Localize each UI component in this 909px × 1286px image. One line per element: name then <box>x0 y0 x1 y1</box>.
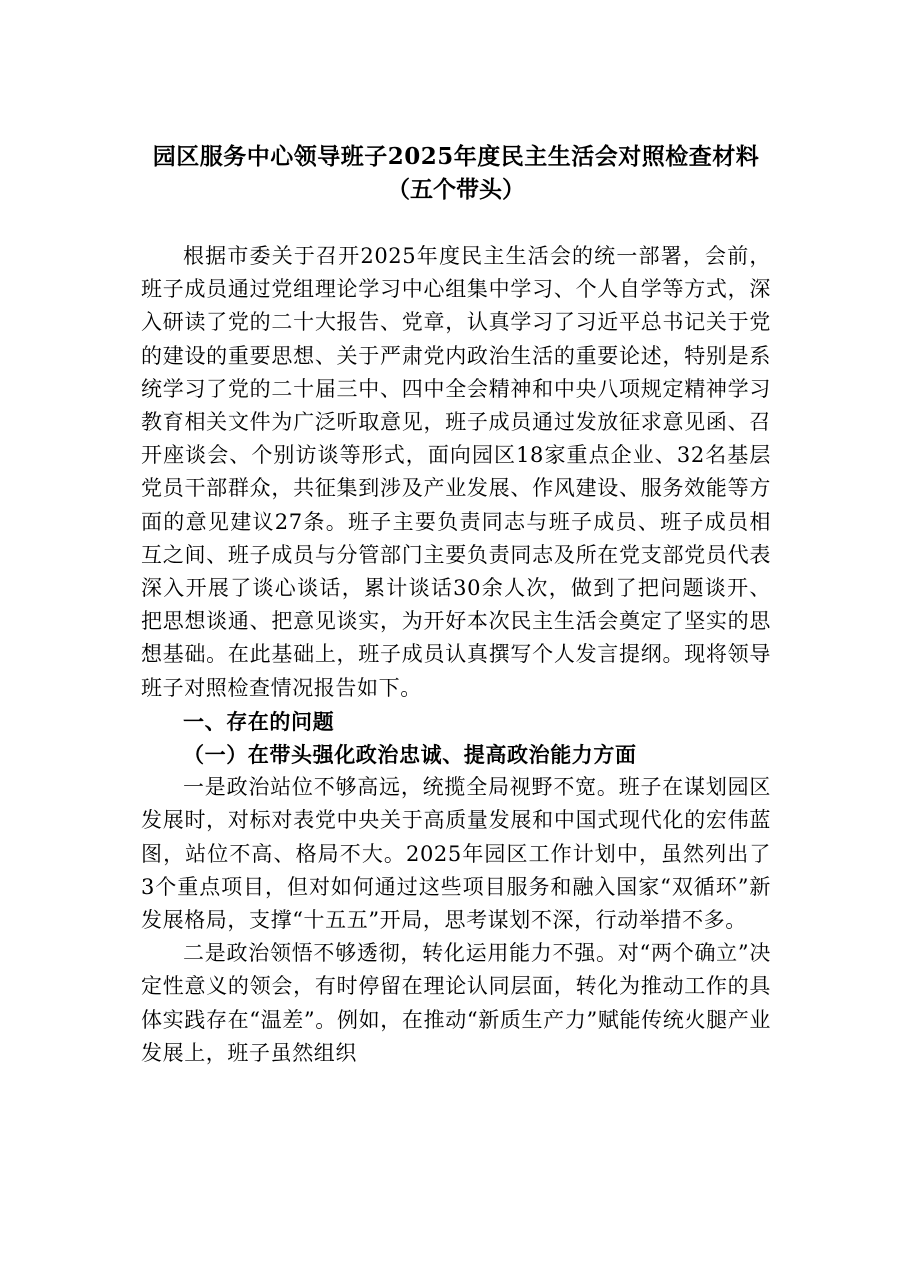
document-page <box>141 140 771 1070</box>
section-heading-problems: 一、存在的问题 <box>183 708 335 734</box>
document-subtitle: （五个带头） <box>387 176 525 203</box>
body-paragraph-2: 二是政治领悟不够透彻，转化运用能力不强。对“两个确立”决定性意义的领会，有时停留在理论认同层面，转化为推动工作的具体实践存在“温差”。例如，在推动“新质生产力”赋能传统火腿产业发展上，班子虽然组织 <box>141 941 771 1065</box>
intro-paragraph: 根据市委关于召开2025年度民主生活会的统一部署，会前，班子成员通过党组理论学习中心组集中学习、个人自学等方式，深入研读了党的二十大报告、党章，认真学习了习近平总书记关于党的建设的重要思想、关于严肃党内政治生活的重要论述，特别是系统学习了党的二十届三中、四中全会精神和中央八项规定精神学习教育相关文件为广泛听取意见，班子成员通过发放征求意见函、召开座谈会、个别访谈等形式，面向园区18家重点企业、32名基层党员干部群众，共征集到涉及产业发展、作风建设、服务效能等方面的意见建议27条。班子主要负责同志与班子成员、班子成员相互之间、班子成员与分管部门主要负责同志及所在党支部党员代表深入开展了谈心谈话，累计谈话30余人次，做到了把问题谈开、把思想谈通、把意见谈实，为开好本次民主生活会奠定了坚实的思想基础。在此基础上，班子成员认真撰写个人发言提纲。现将领导班子对照检查情况报告如下。 <box>141 244 771 700</box>
subsection-heading-political-loyalty: （一）在带头强化政治忠诚、提高政治能力方面 <box>183 742 637 768</box>
body-paragraph-1: 一是政治站位不够高远，统揽全局视野不宽。班子在谋划园区发展时，对标对表党中央关于高质量发展和中国式现代化的宏伟蓝图，站位不高、格局不大。2025年园区工作计划中，虽然列出了3个重点项目，但对如何通过这些项目服务和融入国家“双循环”新发展格局，支撑“十五五”开局，思考谋划不深，行动举措不多。 <box>141 775 771 933</box>
document-title: 园区服务中心领导班子2025年度民主生活会对照检查材料 <box>152 143 760 170</box>
